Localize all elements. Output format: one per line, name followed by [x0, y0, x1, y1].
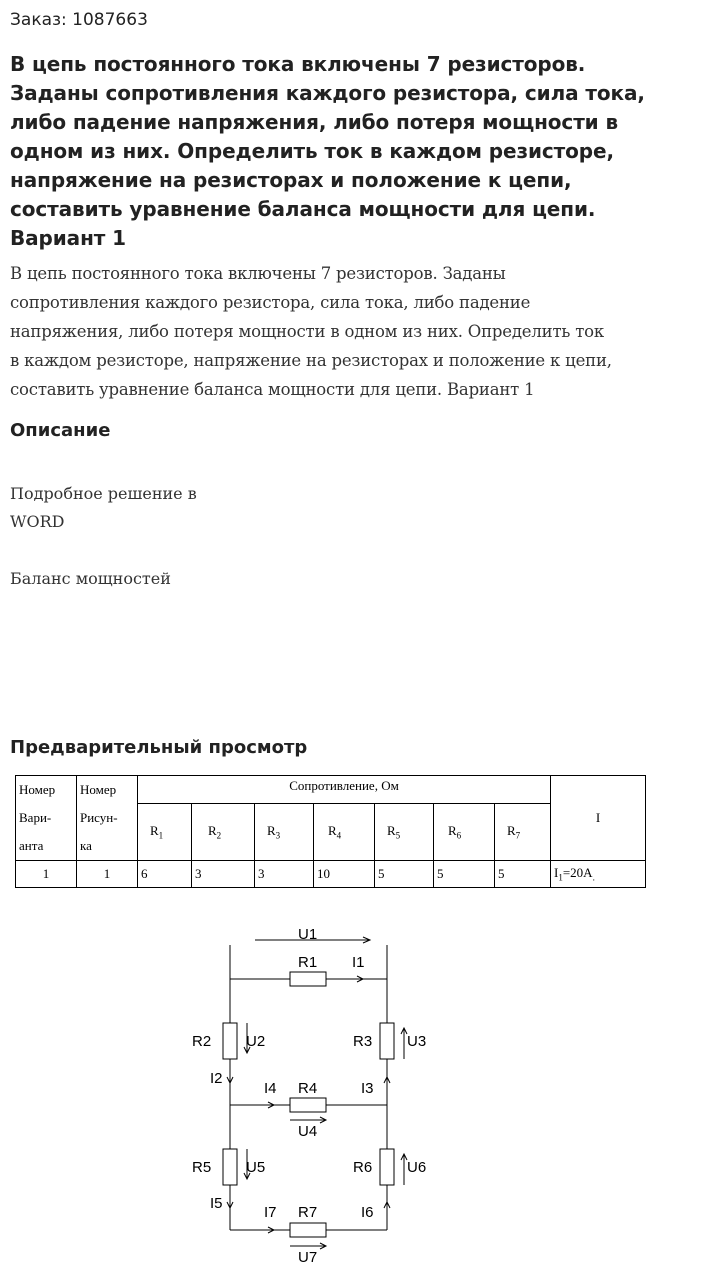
lead-line: в каждом резисторе, напряжение на резисторах и положение к цепи,: [10, 351, 612, 370]
title-line: либо падение напряжения, либо потеря мощности в: [10, 110, 619, 134]
description-line: WORD: [10, 512, 65, 531]
label-i3: I3: [361, 1080, 374, 1097]
header-r6: $R_6$: [434, 804, 495, 861]
resistor-r4: [290, 1098, 326, 1112]
cell-r4: 10: [314, 861, 375, 888]
cell-current: $I_1=20A_.$: [551, 861, 646, 888]
description-heading: Описание: [10, 420, 111, 441]
label-u6: U6: [407, 1159, 427, 1176]
title-line: Заданы сопротивления каждого резистора, сила тока,: [10, 81, 645, 105]
cell-r5: 5: [375, 861, 434, 888]
label-r1: R1: [298, 954, 318, 971]
title-line: одном из них. Определить ток в каждом резисторе,: [10, 139, 614, 163]
label-r2: R2: [192, 1033, 212, 1050]
label-r7: R7: [298, 1204, 318, 1221]
label-r4: R4: [298, 1080, 318, 1097]
resistor-r3: [380, 1023, 394, 1059]
title-line: В цепь постоянного тока включены 7 резисторов.: [10, 52, 586, 76]
label-r3: R3: [353, 1033, 373, 1050]
title-line: напряжение на резисторах и положение к цепи,: [10, 168, 572, 192]
header-variant: Номер Вари- анта: [16, 776, 77, 861]
header-r7: $R_7$: [495, 804, 551, 861]
label-i1: I1: [352, 954, 365, 971]
title-line: Вариант 1: [10, 226, 126, 250]
header-r1: $R_1$: [138, 804, 192, 861]
description-line: Подробное решение в: [10, 484, 197, 503]
header-r3: $R_3$: [255, 804, 314, 861]
resistor-r5: [223, 1149, 237, 1185]
lead-paragraph: [10, 259, 695, 404]
order-number: Заказ: 1087663: [10, 10, 148, 30]
page-title: [10, 50, 690, 253]
resistor-r6: [380, 1149, 394, 1185]
resistor-r1: [290, 972, 326, 986]
variant-table: [15, 775, 646, 888]
cell-r6: 5: [434, 861, 495, 888]
label-u5: U5: [246, 1159, 266, 1176]
lead-line: сопротивления каждого резистора, сила тока, либо падение: [10, 293, 531, 312]
label-r6: R6: [353, 1159, 373, 1176]
label-i6: I6: [361, 1204, 374, 1221]
resistor-r7: [290, 1223, 326, 1237]
header-resistance: Сопротивление, Ом: [138, 776, 551, 804]
header-r2: $R_2$: [192, 804, 255, 861]
description-line: Баланс мощностей: [10, 569, 171, 588]
label-u7: U7: [298, 1249, 318, 1266]
cell-r7: 5: [495, 861, 551, 888]
cell-r3: 3: [255, 861, 314, 888]
cell-r1: 6: [138, 861, 192, 888]
header-r5: $R_5$: [375, 804, 434, 861]
preview-heading: Предварительный просмотр: [10, 737, 308, 758]
label-i2: I2: [210, 1070, 223, 1087]
label-i7: I7: [264, 1204, 277, 1221]
label-u4: U4: [298, 1123, 318, 1140]
cell-variant: 1: [16, 861, 77, 888]
resistor-r2: [223, 1023, 237, 1059]
label-u3: U3: [407, 1033, 427, 1050]
label-i5: I5: [210, 1195, 223, 1212]
label-u1: U1: [298, 926, 318, 943]
lead-line: В цепь постоянного тока включены 7 резисторов. Заданы: [10, 264, 506, 283]
label-i4: I4: [264, 1080, 277, 1097]
label-r5: R5: [192, 1159, 212, 1176]
lead-line: напряжения, либо потеря мощности в одном из них. Определить ток: [10, 322, 604, 341]
header-current: I: [551, 776, 646, 861]
title-line: составить уравнение баланса мощности для цепи.: [10, 197, 596, 221]
header-figure: Номер Рисун- ка: [77, 776, 138, 861]
cell-figure: 1: [77, 861, 138, 888]
lead-line: составить уравнение баланса мощности для цепи. Вариант 1: [10, 380, 535, 399]
header-r4: $R_4$: [314, 804, 375, 861]
label-u2: U2: [246, 1033, 266, 1050]
circuit-diagram: [170, 920, 470, 1270]
cell-r2: 3: [192, 861, 255, 888]
